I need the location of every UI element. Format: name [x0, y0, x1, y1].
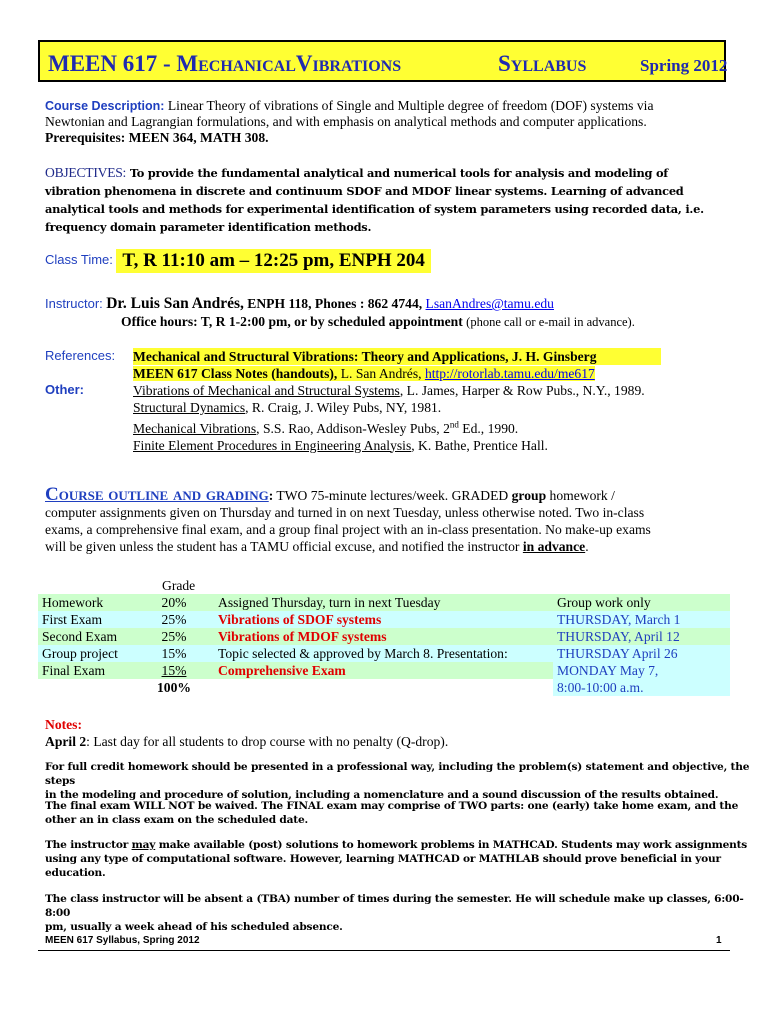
grade-percent: 25%	[134, 611, 214, 628]
reference-notes-author: L. San Andrés,	[340, 366, 422, 381]
final-exam-time: 8:00-10:00 a.m.	[553, 679, 730, 696]
grade-date: THURSDAY April 26	[553, 645, 730, 662]
drop-note	[45, 734, 448, 750]
reference-other-2-rest: , R. Craig, J. Wiley Pubs, NY, 1981.	[245, 400, 442, 415]
class-time-value: T, R 11:10 am – 12:25 pm, ENPH 204	[116, 249, 431, 273]
footer-text: MEEN 617 Syllabus, Spring 2012	[45, 935, 200, 946]
table-row	[38, 645, 730, 662]
grade-item: First Exam	[38, 611, 134, 628]
grade-percent: 15%	[134, 645, 214, 662]
note-absence-line2: pm, usually a week ahead of his scheduled absence.	[45, 921, 343, 933]
reference-other-3-title: Mechanical Vibrations	[133, 420, 257, 436]
note-homework-line1: For full credit homework should be presented in a professional way, including the problem(s) statement and objective, the steps	[45, 761, 750, 787]
references-list	[133, 348, 661, 454]
note-solutions-line3: education.	[45, 867, 106, 879]
course-outline-heading: Course outline and grading	[45, 484, 269, 505]
course-title: MEEN 617 - MechanicalVibrations	[48, 51, 402, 76]
table-row	[38, 662, 730, 679]
office-hours-bold: Office hours: T, R 1-2:00 pm, or by scheduled appointment	[121, 314, 463, 329]
grading-table	[38, 594, 730, 696]
note-final-exam	[45, 799, 738, 827]
drop-date: April 2	[45, 734, 87, 749]
note-homework-line2: in the modeling and procedure of solution, including a nomenclature and a sound discussion of the results obtained.	[45, 789, 719, 801]
title-banner	[38, 40, 726, 82]
reference-other-4	[133, 438, 548, 453]
reference-other-1-rest: , L. James, Harper & Row Pubs., N.Y., 1989.	[399, 383, 645, 398]
objectives-line4: frequency domain parameter identification methods.	[45, 220, 372, 234]
course-description-line1: Linear Theory of vibrations of Single and Multiple degree of freedom (DOF) systems via	[167, 98, 654, 113]
page-number: 1	[716, 935, 722, 946]
grade-date: Group work only	[553, 594, 730, 611]
grade-item: Group project	[38, 645, 134, 662]
course-description	[45, 98, 653, 146]
reference-other-3	[133, 421, 518, 436]
outline-line3: exams, a comprehensive final exam, and a group final project with an in-class presentation. No make-up exams	[45, 522, 651, 537]
grade-total: 100%	[157, 680, 191, 695]
reference-other-1-title: Vibrations of Mechanical and Structural Systems	[133, 383, 400, 398]
syllabus-label: Syllabus	[498, 51, 587, 76]
notes-label: Notes:	[45, 717, 82, 732]
objectives	[45, 164, 704, 236]
reference-other-2	[133, 400, 441, 415]
course-description-label: Course Description:	[45, 99, 165, 113]
reference-other-4-title: Finite Element Procedures in Engineering Analysis	[133, 437, 412, 453]
table-row	[38, 628, 730, 645]
outline-line4-period: .	[585, 539, 589, 554]
note-homework	[45, 760, 768, 802]
other-label-block	[45, 382, 84, 398]
reference-other-3-rest: , S.S. Rao, Addison-Wesley Pubs, 2	[256, 420, 450, 436]
objectives-line3: analytical tools and methods for experimental identification of system parameters using recorded data, i.e.	[45, 202, 704, 216]
term-label: Spring 2012	[640, 56, 728, 75]
grade-item-empty	[38, 679, 134, 696]
objectives-line1: To provide the fundamental analytical and numerical tools for analysis and modeling of	[129, 166, 668, 180]
grade-header: Grade	[162, 578, 196, 593]
outline-line1-a: TWO 75-minute lectures/week. GRADED	[276, 488, 509, 503]
outline-line4-a: will be given unless the student has a TAMU official excuse, and notified the instructor	[45, 539, 520, 554]
note-absence-line1: The class instructor will be absent a (TBA) number of times during the semester. He will schedule make up classes, 6:00-8:00	[45, 893, 744, 919]
reference-other-4-rest: , K. Bathe, Prentice Hall.	[411, 437, 548, 453]
table-row	[38, 611, 730, 628]
note-solutions-a: The instructor	[45, 839, 132, 851]
references-label: References:	[45, 348, 116, 363]
grade-date: THURSDAY, March 1	[553, 611, 730, 628]
reference-other-3-sup: nd	[449, 419, 459, 429]
instructor	[45, 296, 554, 312]
prerequisites: Prerequisites: MEEN 364, MATH 308.	[45, 130, 269, 145]
reference-notes-url-link[interactable]: http://rotorlab.tamu.edu/me617	[424, 366, 595, 381]
outline-line2: computer assignments given on Thursday and turned in on next Tuesday, unless otherwise noted. Two in-class	[45, 505, 645, 520]
instructor-email-link[interactable]: LsanAndres@tamu.edu	[425, 296, 554, 311]
grade-percent: 20%	[134, 594, 214, 611]
outline-in-advance: in advance	[522, 539, 586, 554]
other-label: Other:	[45, 382, 84, 397]
office-hours	[121, 314, 635, 330]
grade-description: Comprehensive Exam	[214, 662, 553, 679]
reference-main: Mechanical and Structural Vibrations: Theory and Applications, J. H. Ginsberg	[133, 348, 661, 365]
grade-item: Final Exam	[38, 662, 134, 679]
outline-line1-group: group	[511, 488, 547, 503]
class-time-label: Class Time:	[45, 252, 113, 267]
reference-other-1	[133, 383, 645, 398]
notes-label-block	[45, 717, 82, 733]
course-outline-colon: :	[268, 488, 274, 503]
note-solutions-may: may	[131, 839, 156, 851]
note-final-line2: other an in class exam on the scheduled date.	[45, 814, 309, 826]
note-solutions-b: make available (post) solutions to homework problems in MATHCAD. Students may work assignments	[155, 839, 748, 851]
note-absence	[45, 892, 768, 934]
note-solutions-line2: using any type of computational software. However, learning MATHCAD or MATHLAB should prove beneficial in your	[45, 853, 721, 865]
grade-percent: 15%	[134, 662, 214, 679]
course-outline	[45, 486, 651, 555]
grade-percent: 25%	[134, 628, 214, 645]
grade-item: Second Exam	[38, 628, 134, 645]
reference-notes-title: MEEN 617 Class Notes (handouts),	[133, 366, 338, 381]
note-solutions	[45, 838, 747, 880]
objectives-label: OBJECTIVES:	[45, 165, 127, 180]
grade-date: THURSDAY, April 12	[553, 628, 730, 645]
grade-description: Vibrations of SDOF systems	[214, 611, 553, 628]
grade-description: Topic selected & approved by March 8. Presentation:	[214, 645, 553, 662]
table-row	[38, 594, 730, 611]
grade-description: Assigned Thursday, turn in next Tuesday	[214, 594, 553, 611]
note-final-line1: The final exam WILL NOT be waived. The FINAL exam may comprise of TWO parts: one (early) take home exam, and the	[45, 800, 739, 812]
class-time	[45, 250, 431, 271]
references-label-block	[45, 348, 115, 364]
grade-description: Vibrations of MDOF systems	[214, 628, 553, 645]
reference-other-2-title: Structural Dynamics	[133, 400, 246, 415]
reference-class-notes	[133, 366, 595, 381]
grade-date: MONDAY May 7,	[553, 662, 730, 679]
grade-item: Homework	[38, 594, 134, 611]
office-hours-note: (phone call or e-mail in advance).	[466, 315, 635, 329]
drop-text: : Last day for all students to drop course with no penalty (Q-drop).	[86, 734, 449, 749]
instructor-name: Dr. Luis San Andrés,	[106, 295, 244, 312]
instructor-details: ENPH 118, Phones : 862 4744,	[247, 296, 423, 311]
course-description-line2: Newtonian and Lagrangian formulations, and with emphasis on analytical methods and computer applications.	[45, 114, 647, 129]
grade-description-empty	[214, 679, 553, 696]
instructor-label: Instructor:	[45, 296, 103, 311]
footer-divider	[38, 950, 730, 951]
table-row	[38, 679, 730, 696]
outline-line1-b: homework /	[549, 488, 615, 503]
reference-other-3-rest2: Ed., 1990.	[458, 420, 519, 436]
objectives-line2: vibration phenomena in discrete and continuum SDOF and MDOF linear systems. Learning of advanced	[45, 184, 684, 198]
